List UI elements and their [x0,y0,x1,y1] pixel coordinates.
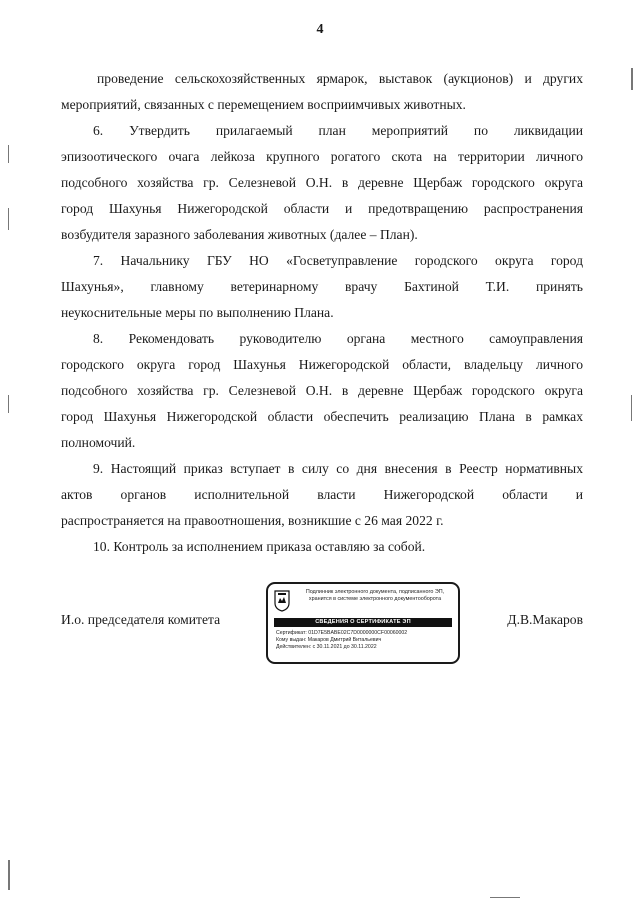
text-line: 9. Настоящий приказ вступает в силу со дня внесения в Реестр нормативных [93,461,583,476]
text-line: город Шахунья Нижегородской области обеспечить реализацию Плана в рамках [61,409,583,424]
paragraph-item-9 [61,456,583,534]
document-body [61,66,583,560]
text-line: распространяется на правоотношения, возникшие с 26 мая 2022 г. [61,513,444,528]
scan-mark [631,68,633,90]
text-line: мероприятий, связанных с перемещением восприимчивых животных. [61,97,466,112]
paragraph-item-7 [61,248,583,326]
text-line: 6. Утвердить прилагаемый план мероприятий по ликвидации [93,123,583,138]
certificate-owner: Кому выдан: Макаров Дмитрий Витальевич [276,637,382,643]
text-line: возбудителя заразного заболевания животных (далее – План). [61,227,418,242]
stamp-notice [294,589,456,603]
text-line: Шахунья», главному ветеринарному врачу Бахтиной Т.И. принять [61,279,583,294]
scan-mark [8,145,9,163]
signatory-name: Д.В.Макаров [507,612,583,627]
text-line: полномочий. [61,435,136,450]
stamp-header: СВЕДЕНИЯ О СЕРТИФИКАТЕ ЭП [274,618,452,627]
text-line: 10. Контроль за исполнением приказа оставляю за собой. [93,539,426,554]
signatory-role: И.о. председателя комитета [61,612,221,627]
paragraph-item-10 [61,534,583,560]
text-line: актов органов исполнительной власти Нижегородской области и [61,487,583,502]
stamp-notice-line: хранится в системе электронного документооборота [308,596,442,602]
text-line: 7. Начальнику ГБУ НО «Госветуправление городского округа город [93,253,583,268]
stamp-details [276,630,454,651]
text-line: неукоснительные меры по выполнению Плана. [61,305,334,320]
scan-mark [8,395,9,413]
certificate-number: Сертификат: 01D7E5BABE02C7D0000000CF00060002 [276,630,408,636]
text-line: эпизоотического очага лейкоза крупного рогатого скота на территории личного [61,149,583,164]
paragraph-item-8 [61,326,583,456]
text-line: город Шахунья Нижегородской области и предотвращению распространения [61,201,583,216]
text-line: 8. Рекомендовать руководителю органа местного самоуправления [93,331,583,346]
scan-mark [490,897,520,898]
paragraph-item-6 [61,118,583,248]
text-line: подсобного хозяйства гр. Селезневой О.Н. в деревне Щербаж городского округа [61,175,583,190]
text-line: проведение сельскохозяйственных ярмарок, выставок (аукционов) и других [97,71,583,86]
stamp-notice-line: Подлинник электронного документа, подписанного ЭП, [305,589,445,595]
text-line: подсобного хозяйства гр. Селезневой О.Н. в деревне Щербаж городского округа [61,383,583,398]
certificate-validity: Действителен: с 30.11.2021 до 30.11.2022 [276,644,377,650]
page-number: 4 [316,22,324,37]
text-line: городского округа город Шахунья Нижегородской области, владельцу личного [61,357,583,372]
scan-mark [631,395,632,421]
electronic-signature-stamp [266,582,460,664]
coat-of-arms-icon [274,590,290,612]
scan-mark [8,860,10,890]
scan-mark [8,208,9,230]
paragraph-continuation [61,66,583,118]
